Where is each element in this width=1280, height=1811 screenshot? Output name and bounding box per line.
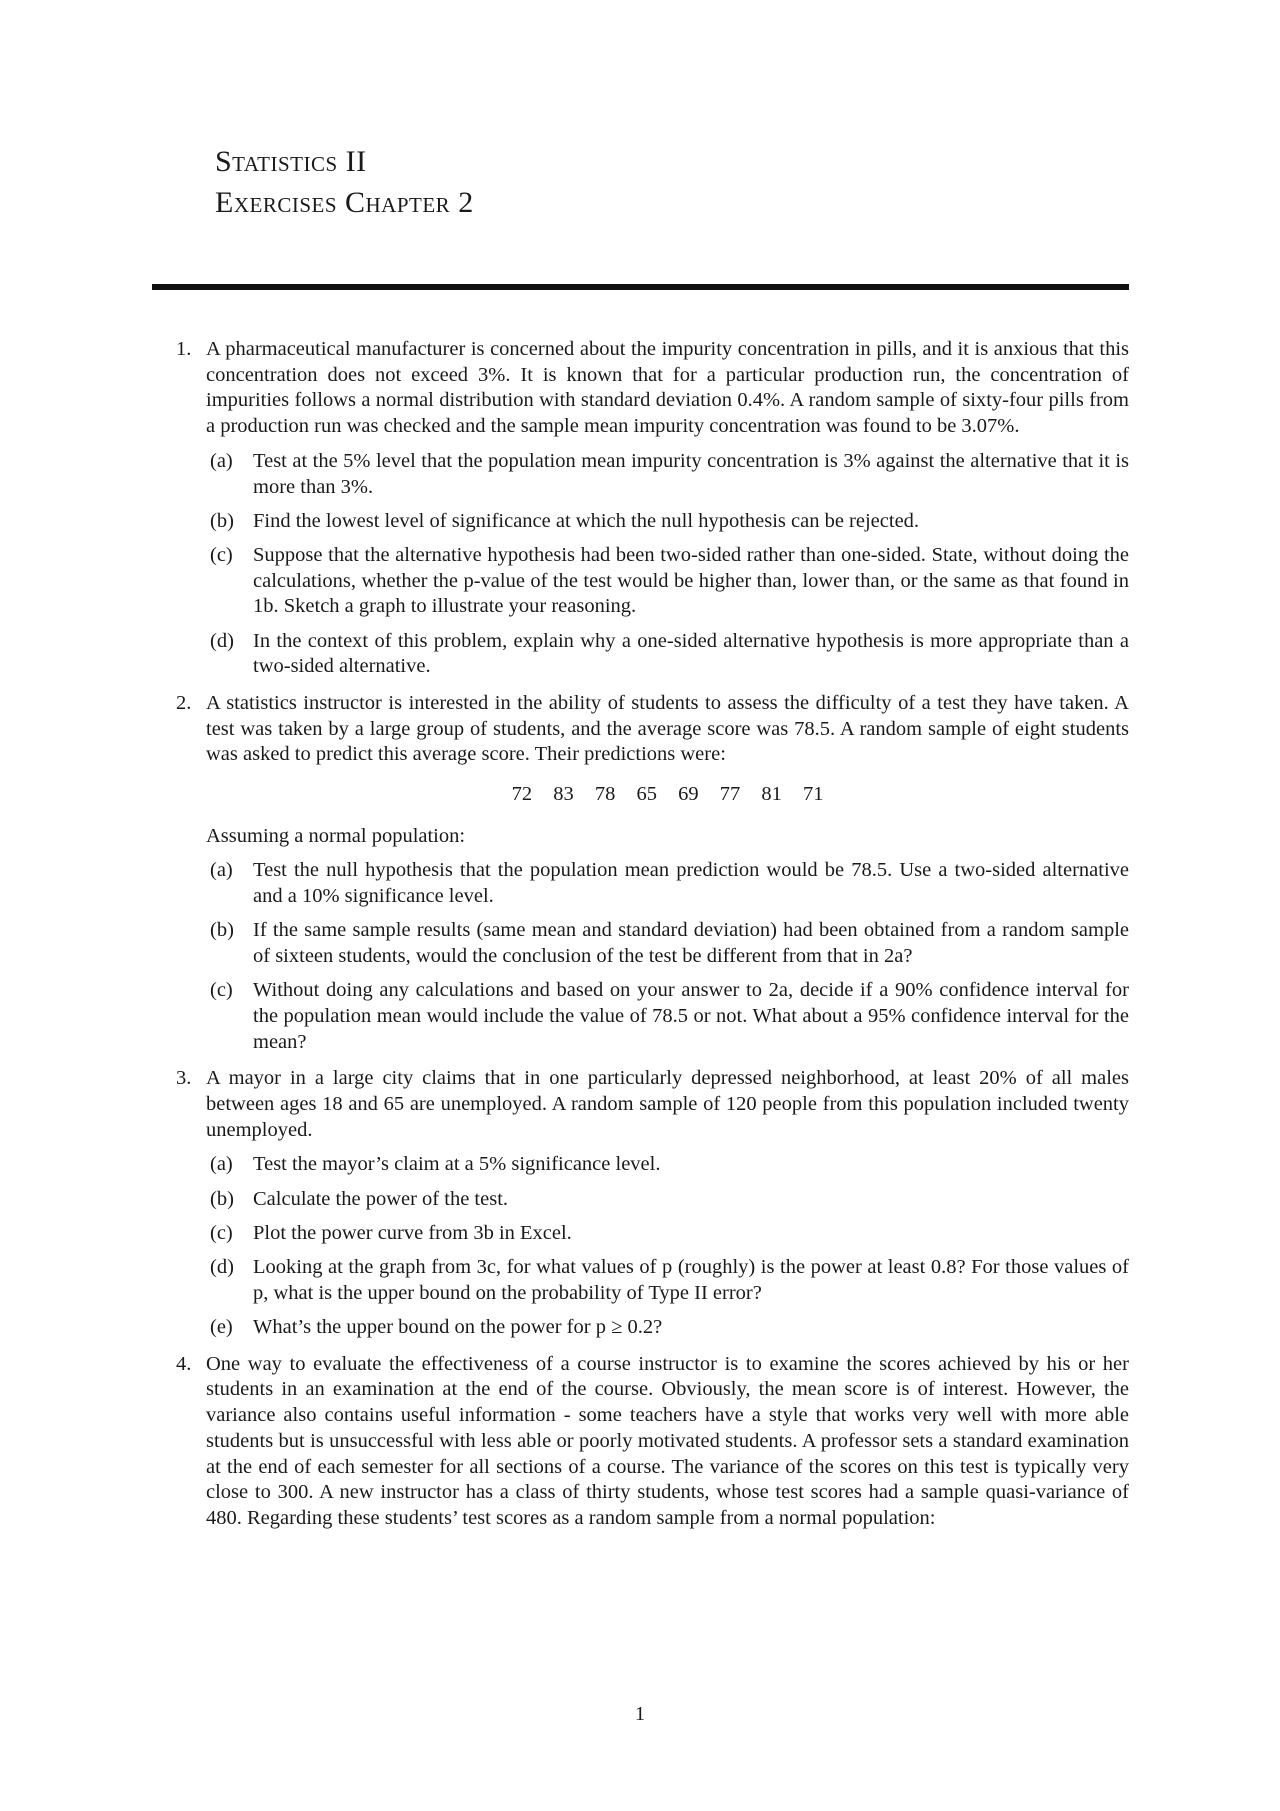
data-value: 78 xyxy=(594,783,616,806)
question-parts xyxy=(206,858,1129,1055)
data-value: 83 xyxy=(553,783,574,806)
question-parts xyxy=(206,449,1129,680)
part-label: (d) xyxy=(210,1256,234,1279)
part-text: In the context of this problem, explain why a one-sided alternative hypothesis is more appropriate than a two-sided alternative. xyxy=(253,629,1129,678)
part-label: (c) xyxy=(210,543,233,566)
question-number: 4. xyxy=(176,1352,192,1375)
prediction-data xyxy=(206,782,1129,808)
question-text: One way to evaluate the effectiveness of a course instructor is to examine the scores achieved by his or her students in an examination at the end of the course. Obviously, the mean score is of interest. However, the variance also contains useful information - some teachers have a style that works very well with more able students but is unsuccessful with less able or poorly motivated students. A professor sets a standard examination at the end of each semester for all sections of a course. The variance of the scores on this test is typically very close to 300. A new instructor has a class of thirty students, whose test scores had a sample quasi-variance of 480. Regarding these students’ test scores as a random sample from a normal population: xyxy=(206,1352,1129,1529)
part-text: Test at the 5% level that the population mean impurity concentration is 3% against the alternative that it is more than 3%. xyxy=(253,449,1129,498)
question-number: 2. xyxy=(176,691,192,714)
part-label: (a) xyxy=(210,859,233,882)
data-value: 65 xyxy=(636,783,657,806)
data-value: 72 xyxy=(511,783,533,806)
question-part xyxy=(206,1152,1129,1178)
part-label: (a) xyxy=(210,1153,233,1176)
question-part xyxy=(206,1315,1129,1341)
part-text: Calculate the power of the test. xyxy=(253,1187,509,1210)
part-label: (b) xyxy=(210,509,234,532)
question-number: 1. xyxy=(176,338,192,360)
part-label: (c) xyxy=(210,979,233,1002)
part-label: (b) xyxy=(210,919,234,942)
part-text: Without doing any calculations and based on your answer to 2a, decide if a 90% confidence interval for the population mean would include the value of 78.5 or not. What about a 95% confidence interval for the mean? xyxy=(253,979,1129,1053)
part-text: Suppose that the alternative hypothesis had been two-sided rather than one-sided. State, without doing the calculations, whether the p-value of the test would be higher than, lower than, or the same as that found in 1b. Sketch a graph to illustrate your reasoning. xyxy=(253,543,1129,618)
assumption-text: Assuming a normal population: xyxy=(206,824,466,847)
question-text: A statistics instructor is interested in the ability of students to assess the difficulty of a test they have taken. A test was taken by a large group of students, and the average score was 78.5. A random sample of eight students was asked to predict this average score. Their predictions were: xyxy=(206,691,1129,766)
question-number: 3. xyxy=(176,1067,192,1090)
question-part xyxy=(206,858,1129,909)
part-label: (a) xyxy=(210,449,233,472)
part-text: If the same sample results (same mean and standard deviation) had been obtained from a random sample of sixteen students, would the conclusion of the test be different from that in 2a? xyxy=(253,919,1129,968)
question-part xyxy=(206,1187,1129,1213)
part-text: Looking at the graph from 3c, for what values of p (roughly) is the power at least 0.8? For those values of p, what is the upper bound on the probability of Type II error? xyxy=(253,1256,1129,1304)
exercise-list xyxy=(152,337,1129,1543)
question-1 xyxy=(152,337,1129,680)
question-part xyxy=(206,509,1129,535)
document-subtitle: Exercises Chapter 2 xyxy=(215,186,474,219)
data-value: 81 xyxy=(761,783,782,806)
part-label: (b) xyxy=(210,1187,234,1210)
part-text: Test the mayor’s claim at a 5% significance level. xyxy=(253,1153,661,1176)
question-4 xyxy=(152,1352,1129,1532)
part-text: Find the lowest level of significance at which the null hypothesis can be rejected. xyxy=(253,509,920,532)
part-text: What’s the upper bound on the power for p ≥ 0.2? xyxy=(253,1316,663,1338)
question-parts xyxy=(206,1152,1129,1340)
question-part xyxy=(206,978,1129,1055)
part-label: (c) xyxy=(210,1221,233,1244)
question-3 xyxy=(152,1066,1129,1340)
question-part xyxy=(206,1221,1129,1247)
question-text: A mayor in a large city claims that in one particularly depressed neighborhood, at least 20% of all males between ages 18 and 65 are unemployed. A random sample of 120 people from this population included twenty unemployed. xyxy=(206,1067,1129,1141)
page-number: 1 xyxy=(634,1703,646,1725)
data-value: 69 xyxy=(678,783,699,806)
part-text: Test the null hypothesis that the population mean prediction would be 78.5. Use a two-sided alternative and a 10% significance level. xyxy=(253,859,1129,908)
part-label: (d) xyxy=(210,629,234,652)
part-label: (e) xyxy=(210,1316,233,1338)
question-text: A pharmaceutical manufacturer is concerned about the impurity concentration in pills, and it is anxious that this concentration does not exceed 3%. It is known that for a particular production run, the concentration of impurities follows a normal distribution with standard deviation 0.4%. A random sample of sixty-four pills from a production run was checked and the sample mean impurity concentration was found to be 3.07%. xyxy=(206,338,1129,438)
document-title: Statistics II xyxy=(215,145,367,178)
header-rule xyxy=(152,284,1129,290)
question-part xyxy=(206,629,1129,680)
question-part xyxy=(206,543,1129,620)
part-text: Plot the power curve from 3b in Excel. xyxy=(253,1221,572,1244)
question-part xyxy=(206,1255,1129,1306)
question-part xyxy=(206,449,1129,500)
data-value: 77 xyxy=(719,783,741,806)
data-value: 71 xyxy=(802,783,824,806)
question-2 xyxy=(152,691,1129,1055)
question-part xyxy=(206,918,1129,969)
